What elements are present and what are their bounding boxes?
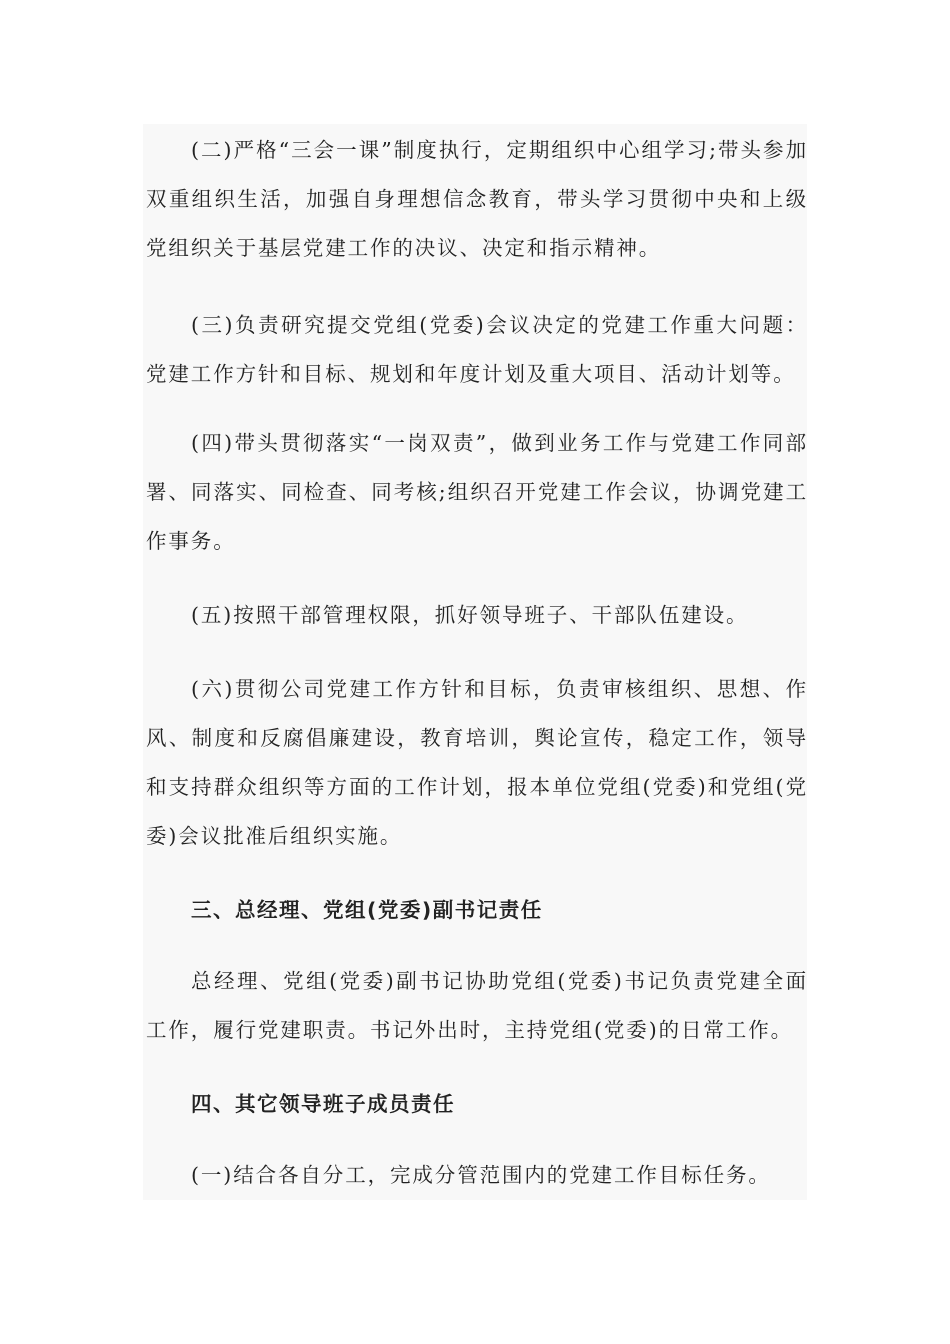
paragraph-item-4: (四)带头贯彻落实“一岗双责”，做到业务工作与党建工作同部署、同落实、同检查、同考核;组织召开党建工作会议，协调党建工作事务。 [146,431,808,553]
paragraph-item-5: (五)按照干部管理权限，抓好领导班子、干部队伍建设。 [191,603,749,627]
document-page [143,124,807,1200]
paragraph-section-4-item-1: (一)结合各自分工，完成分管范围内的党建工作目标任务。 [191,1163,771,1187]
paragraph-item-2: (二)严格“三会一课”制度执行，定期组织中心组学习;带头参加双重组织生活，加强自身理想信念教育，带头学习贯彻中央和上级党组织关于基层党建工作的决议、决定和指示精神。 [146,138,808,260]
paragraph-item-6: (六)贯彻公司党建工作方针和目标，负责审核组织、思想、作风、制度和反腐倡廉建设，教育培训，舆论宣传，稳定工作，领导和支持群众组织等方面的工作计划，报本单位党组(党委)和党组(党委)会议批准后组织实施。 [146,677,808,848]
section-heading-4: 四、其它领导班子成员责任 [191,1092,455,1116]
paragraph-item-3: (三)负责研究提交党组(党委)会议决定的党建工作重大问题：党建工作方针和目标、规划和年度计划及重大项目、活动计划等。 [146,313,808,386]
section-heading-3: 三、总经理、党组(党委)副书记责任 [191,898,543,922]
paragraph-section-3: 总经理、党组(党委)副书记协助党组(党委)书记负责党建全面工作，履行党建职责。书记外出时，主持党组(党委)的日常工作。 [146,969,808,1042]
